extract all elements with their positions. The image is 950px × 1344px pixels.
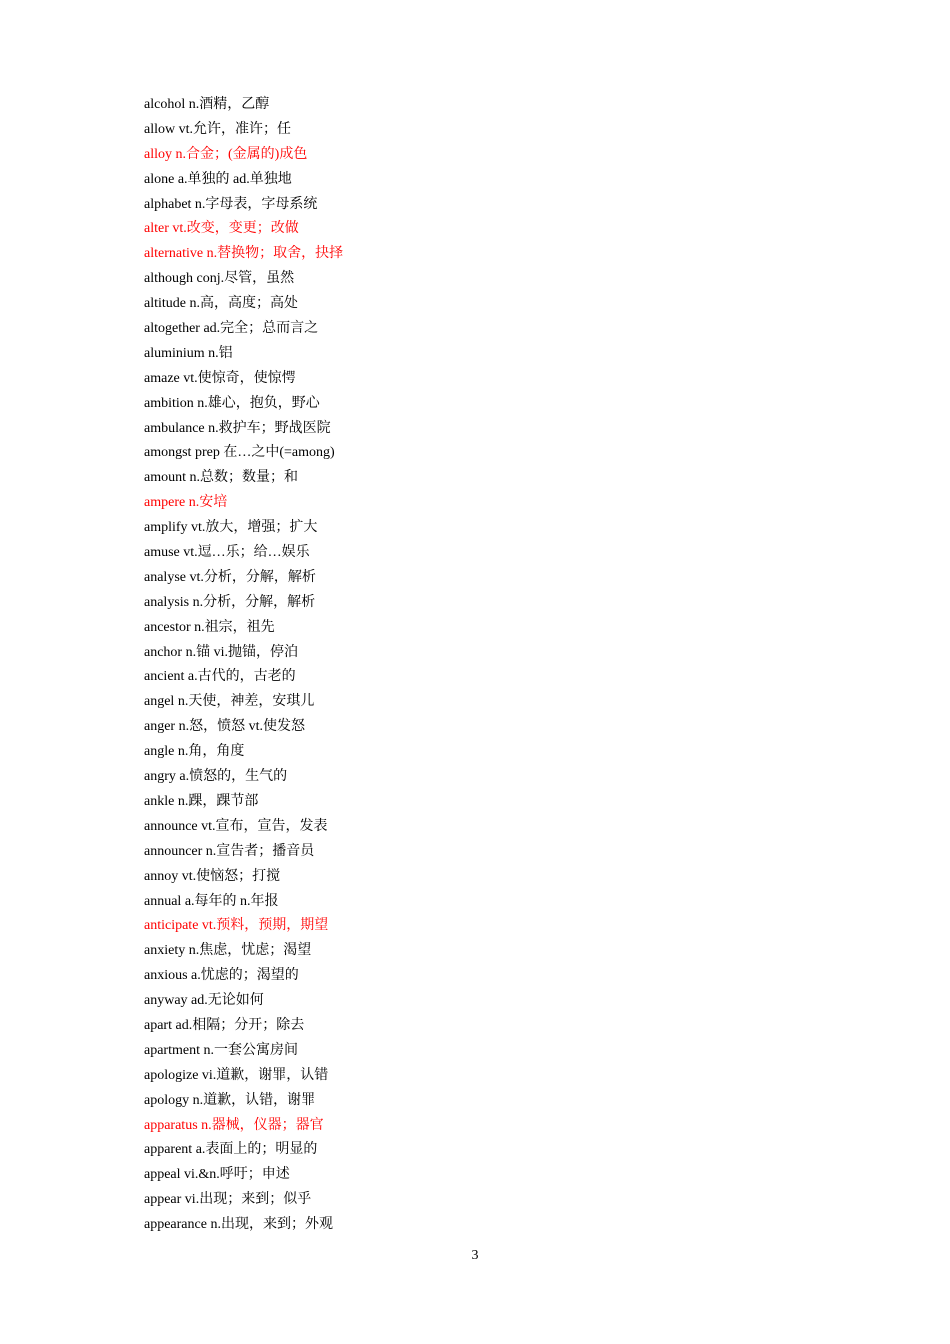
vocabulary-entry-highlighted: alloy n.合金；(金属的)成色 — [144, 146, 308, 162]
vocabulary-entry: amplify vt.放大，增强；扩大 — [144, 520, 318, 536]
vocabulary-entry: annoy vt.使恼怒；打搅 — [144, 868, 281, 884]
vocabulary-entry: anger n.怒，愤怒 vt.使发怒 — [144, 719, 305, 735]
vocabulary-entry: altogether ad.完全；总而言之 — [144, 321, 319, 337]
vocabulary-entry: aluminium n.铝 — [144, 345, 233, 361]
vocabulary-entry-highlighted: anticipate vt.预料，预期，期望 — [144, 918, 329, 934]
vocabulary-entry: alphabet n.字母表，字母系统 — [144, 196, 318, 212]
vocabulary-entry: annual a.每年的 n.年报 — [144, 893, 279, 909]
vocabulary-entry: apparent a.表面上的；明显的 — [144, 1142, 318, 1158]
vocabulary-entry: amaze vt.使惊奇，使惊愕 — [144, 370, 296, 386]
page-number: 3 — [471, 1248, 479, 1263]
vocabulary-entry-highlighted: ampere n.安培 — [144, 495, 228, 511]
vocabulary-entry: analyse vt.分析，分解，解析 — [144, 569, 316, 585]
vocabulary-entry: angle n.角，角度 — [144, 744, 245, 760]
vocabulary-list — [144, 93, 343, 1238]
vocabulary-entry: appeal vi.&n.呼吁；申述 — [144, 1167, 290, 1183]
vocabulary-entry: anchor n.锚 vi.抛锚，停泊 — [144, 644, 298, 660]
vocabulary-entry: anxiety n.焦虑，忧虑；渴望 — [144, 943, 312, 959]
vocabulary-entry: although conj.尽管，虽然 — [144, 271, 295, 287]
vocabulary-entry: apology n.道歉，认错，谢罪 — [144, 1092, 316, 1108]
vocabulary-entry: anxious a.忧虑的；渴望的 — [144, 968, 299, 984]
vocabulary-entry: appearance n.出现，来到；外观 — [144, 1217, 333, 1233]
vocabulary-entry: amuse vt.逗…乐；给…娱乐 — [144, 545, 310, 561]
vocabulary-entry: allow vt.允许，准许；任 — [144, 121, 291, 137]
vocabulary-entry: announcer n.宣告者；播音员 — [144, 843, 315, 859]
vocabulary-entry: ankle n.踝，踝节部 — [144, 793, 259, 809]
vocabulary-entry: angry a.愤怒的，生气的 — [144, 769, 288, 785]
vocabulary-entry: analysis n.分析，分解，解析 — [144, 594, 316, 610]
vocabulary-entry: anyway ad.无论如何 — [144, 993, 264, 1009]
vocabulary-entry: alone a.单独的 ad.单独地 — [144, 171, 292, 187]
vocabulary-entry: ancient a.古代的，古老的 — [144, 669, 296, 685]
vocabulary-entry: alcohol n.酒精，乙醇 — [144, 97, 270, 112]
vocabulary-entry: appear vi.出现；来到；似乎 — [144, 1192, 312, 1208]
vocabulary-entry: apartment n.一套公寓房间 — [144, 1042, 298, 1058]
vocabulary-entry: amount n.总数；数量；和 — [144, 470, 298, 486]
vocabulary-entry: amongst prep 在…之中(=among) — [144, 445, 335, 461]
vocabulary-entry: ancestor n.祖宗，祖先 — [144, 619, 275, 635]
vocabulary-entry: apart ad.相隔；分开；除去 — [144, 1017, 305, 1033]
vocabulary-entry: angel n.天使，神差，安琪儿 — [144, 694, 315, 710]
vocabulary-entry: announce vt.宣布，宣告，发表 — [144, 818, 328, 834]
vocabulary-entry: ambulance n.救护车；野战医院 — [144, 420, 331, 436]
vocabulary-entry-highlighted: apparatus n.器械，仪器；器官 — [144, 1117, 324, 1133]
vocabulary-entry-highlighted: alternative n.替换物；取舍，抉择 — [144, 246, 344, 262]
vocabulary-entry-highlighted: alter vt.改变，变更；改做 — [144, 221, 299, 237]
vocabulary-entry: apologize vi.道歉，谢罪，认错 — [144, 1067, 329, 1083]
vocabulary-entry: altitude n.高，高度；高处 — [144, 296, 298, 312]
vocabulary-entry: ambition n.雄心，抱负，野心 — [144, 395, 320, 411]
